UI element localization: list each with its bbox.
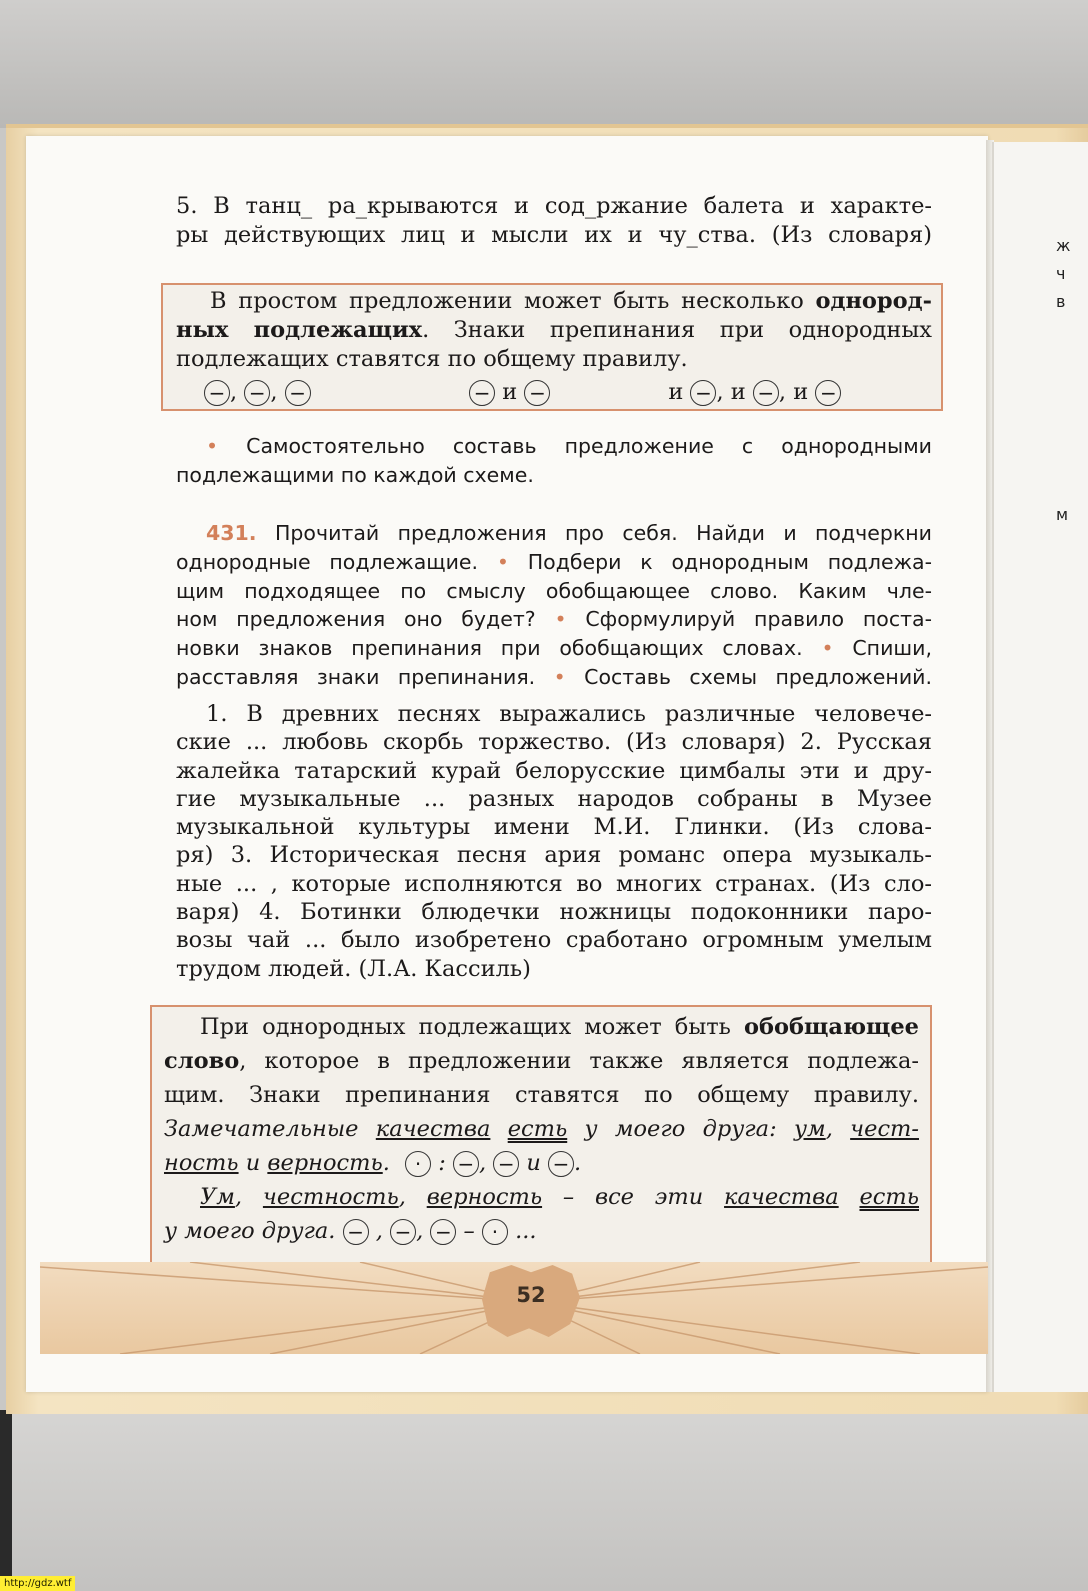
subject-circle: − — [548, 1151, 574, 1177]
sentence-line: варя) 4. Ботинки блюдечки ножницы подоконники паро- — [176, 899, 932, 926]
exercise-number: 431. — [206, 521, 257, 545]
subject-word: честность — [262, 1184, 399, 1210]
exercise-line: новки знаков препинания при обобщающих словах. • Спиши, — [176, 636, 932, 661]
subject-word: чест- — [850, 1116, 919, 1142]
sentence-line: ные ... , которые исполняются во многих странах. (Из сло- — [176, 870, 932, 897]
right-page-fragment: ч — [1056, 264, 1066, 283]
task-line: подлежащими по каждой схеме. — [176, 462, 534, 487]
right-page-fragment: в — [1056, 292, 1066, 311]
subject-word: качества — [724, 1184, 839, 1210]
rule-text — [164, 1010, 919, 1248]
sentence-5 — [176, 192, 932, 250]
subject-circle: − — [390, 1219, 416, 1245]
exercise-line: расставляя знаки препинания. • Составь схемы предложений. — [176, 664, 932, 689]
rule-text — [176, 287, 932, 407]
example-line: ность и верность. · : − , − и − . — [164, 1150, 582, 1176]
rule-line: щим. Знаки препинания ставятся по общему правилу. — [164, 1082, 919, 1108]
term-bold: обобщающее — [743, 1014, 919, 1040]
term-bold: ных подлежащих — [176, 317, 423, 343]
exercise-line: ном предложения оно будет? • Сформулируй правило поста- — [176, 607, 932, 632]
sentence-line: трудом людей. (Л.А. Кассиль) — [176, 955, 531, 982]
watermark-link[interactable]: http://gdz.wtf — [0, 1576, 75, 1591]
subject-circle: − — [430, 1219, 456, 1245]
subject-word: ум — [793, 1116, 826, 1142]
task-line: • Самостоятельно составь предложение с однородными — [176, 432, 932, 461]
subject-word: верность — [267, 1150, 383, 1176]
predicate-word: есть — [507, 1116, 568, 1142]
subject-circle: − — [815, 380, 841, 406]
right-page-fragment: м — [1056, 505, 1069, 524]
scan-background — [0, 0, 1088, 128]
schemes-row — [176, 378, 932, 407]
bullet-icon: • — [206, 434, 219, 458]
subject-circle: − — [204, 380, 230, 406]
subject-circle: − — [524, 380, 550, 406]
scan-edge — [0, 1410, 12, 1591]
exercise-line: однородные подлежащие. • Подбери к однородным подлежа- — [176, 549, 932, 574]
subject-circle: − — [244, 380, 270, 406]
exercise-line: щим подходящее по смыслу обобщающее слово. Каким чле- — [176, 578, 932, 603]
bullet-icon: • — [554, 607, 567, 632]
exercise-431 — [176, 519, 932, 692]
scheme-generalizing-before: − , − , − – · ... — [343, 1218, 537, 1244]
subject-circle: − — [343, 1219, 369, 1245]
sentence-line: возы чай ... было изобретено сработано огромным умелым — [176, 927, 932, 954]
exercise-line: 431. Прочитай предложения про себя. Найди и подчеркни — [176, 519, 932, 548]
term-bold: слово — [164, 1048, 240, 1074]
subject-word: верность — [426, 1184, 543, 1210]
subject-circle: − — [453, 1151, 479, 1177]
subject-word: качества — [375, 1116, 491, 1142]
sentence-line: музыкальной культуры имени М.И. Глинки. (Из слова- — [176, 814, 932, 841]
bullet-icon: • — [821, 636, 834, 661]
generalizing-circle: · — [482, 1219, 508, 1245]
rule-line: При однородных подлежащих может быть обобщающее — [200, 1014, 919, 1040]
text-line: 5. В танц_ ра_крываются и сод_ржание балета и характе- — [176, 193, 932, 219]
term-bold: однород- — [815, 288, 932, 314]
sentence-line: 1. В древних песнях выражались различные человече- — [206, 701, 932, 727]
generalizing-circle: · — [405, 1151, 431, 1177]
task-intro — [176, 432, 932, 490]
scheme-2: − и − — [469, 378, 607, 407]
scheme-3: и − , и − , и − — [668, 378, 841, 407]
sentence-line: ря) 3. Историческая песня ария романс опера музыкаль- — [176, 842, 932, 869]
subject-circle: − — [285, 380, 311, 406]
right-page-fragment: ж — [1056, 236, 1071, 255]
sentence-line: гие музыкальные ... разных народов собраны в Музее — [176, 785, 932, 812]
subject-word: Ум — [200, 1184, 235, 1210]
subject-circle: − — [690, 380, 716, 406]
example-line: у моего друга. − , − , − – · ... — [164, 1218, 537, 1244]
subject-circle: − — [493, 1151, 519, 1177]
rule-line: ных подлежащих. Знаки препинания при однородных — [176, 317, 932, 343]
rule-line: подлежащих ставятся по общему правилу. — [176, 346, 688, 372]
bullet-icon: • — [553, 664, 566, 689]
sentence-line: жалейка татарский курай белорусские цимбалы эти и дру- — [176, 757, 932, 784]
bullet-icon: • — [496, 549, 509, 574]
scan-background-bottom — [0, 1410, 1088, 1591]
subject-circle: − — [753, 380, 779, 406]
subject-word: ность — [164, 1150, 239, 1176]
scheme-1: − , − , − — [204, 378, 424, 407]
sentence-line: ские ... любовь скорбь торжество. (Из словаря) 2. Русская — [176, 729, 932, 756]
exercise-sentences — [176, 700, 932, 983]
text-line: ры действующих лиц и мысли их и чу_ства. (Из словаря) — [176, 221, 932, 248]
rule-line: слово, которое в предложении также является подлежа- — [164, 1048, 919, 1074]
rule-line: В простом предложении может быть несколько однород- — [210, 288, 932, 314]
example-line: Ум, честность, верность – все эти качества есть — [200, 1184, 919, 1210]
example-line: Замечательные качества есть у моего друга: ум, чест- — [164, 1116, 919, 1142]
subject-circle: − — [469, 380, 495, 406]
page-number: 52 — [516, 1283, 546, 1307]
next-page-edge — [992, 142, 1088, 1392]
predicate-word: есть — [859, 1184, 919, 1210]
scheme-generalizing-after: · : − , − и − . — [405, 1150, 581, 1176]
